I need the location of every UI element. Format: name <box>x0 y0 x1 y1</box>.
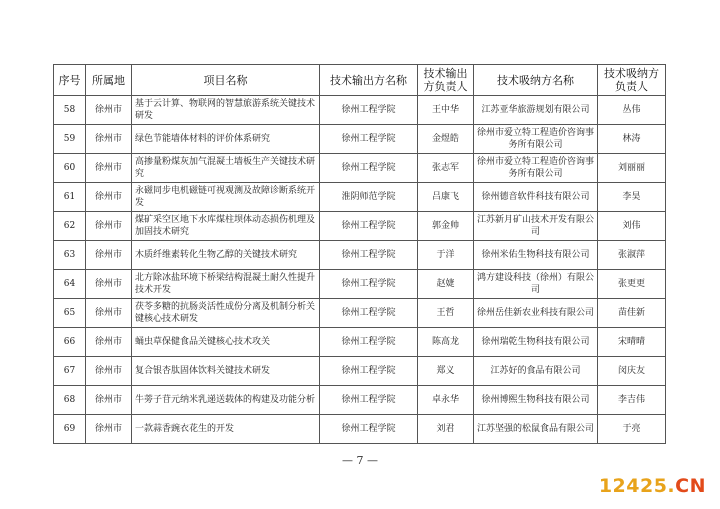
absorb-org-cell: 徐州米佑生物科技有限公司 <box>474 241 598 270</box>
project-name-cell: 一款蒜香豌衣花生的开发 <box>132 415 320 444</box>
table-row <box>54 125 666 154</box>
region-cell: 徐州市 <box>86 183 132 212</box>
region-cell: 徐州市 <box>86 212 132 241</box>
watermark-dot: . <box>667 475 676 497</box>
output-lead-cell: 卓永华 <box>418 386 474 415</box>
seq-cell: 61 <box>54 183 86 212</box>
project-name-cell: 牛蒡子苷元纳米乳递送载体的构建及功能分析 <box>132 386 320 415</box>
absorb-lead-cell: 李吉伟 <box>598 386 666 415</box>
output-org-cell: 徐州工程学院 <box>320 328 418 357</box>
region-cell: 徐州市 <box>86 241 132 270</box>
absorb-lead-cell: 李昊 <box>598 183 666 212</box>
output-lead-cell: 王中华 <box>418 96 474 125</box>
region-cell: 徐州市 <box>86 328 132 357</box>
absorb-lead-cell: 苗佳新 <box>598 299 666 328</box>
seq-cell: 69 <box>54 415 86 444</box>
table-row <box>54 154 666 183</box>
absorb-org-cell: 江苏亚华旅游规划有限公司 <box>474 96 598 125</box>
table-row <box>54 183 666 212</box>
output-lead-cell: 王哲 <box>418 299 474 328</box>
output-lead-cell: 刘君 <box>418 415 474 444</box>
page-number: — 7 — <box>342 454 378 467</box>
output-lead-cell: 吕康飞 <box>418 183 474 212</box>
table-row <box>54 328 666 357</box>
table-row <box>54 241 666 270</box>
table-row <box>54 299 666 328</box>
output-org-cell: 徐州工程学院 <box>320 415 418 444</box>
absorb-lead-cell: 于亮 <box>598 415 666 444</box>
project-name-cell: 茯苓多糖的抗肠炎活性成份分离及机制分析关键核心技术研发 <box>132 299 320 328</box>
output-lead-cell: 金煜皓 <box>418 125 474 154</box>
seq-cell: 60 <box>54 154 86 183</box>
absorb-lead-cell: 张更更 <box>598 270 666 299</box>
seq-cell: 64 <box>54 270 86 299</box>
output-org-cell: 徐州工程学院 <box>320 270 418 299</box>
absorb-org-cell: 徐州市爱立特工程造价咨询事务所有限公司 <box>474 125 598 154</box>
absorb-lead-cell: 丛伟 <box>598 96 666 125</box>
watermark-tld: CN <box>675 475 706 497</box>
output-org-cell: 徐州工程学院 <box>320 154 418 183</box>
absorb-org-cell: 江苏好的食品有限公司 <box>474 357 598 386</box>
region-cell: 徐州市 <box>86 154 132 183</box>
region-cell: 徐州市 <box>86 386 132 415</box>
output-org-cell: 徐州工程学院 <box>320 241 418 270</box>
region-cell: 徐州市 <box>86 270 132 299</box>
project-name-cell: 北方除冰盐环境下桥梁结构混凝土耐久性提升技术开发 <box>132 270 320 299</box>
project-name-cell: 高掺量粉煤灰加气混凝土墙板生产关键技术研究 <box>132 154 320 183</box>
seq-cell: 67 <box>54 357 86 386</box>
absorb-org-cell: 徐州德音软件科技有限公司 <box>474 183 598 212</box>
seq-cell: 65 <box>54 299 86 328</box>
region-cell: 徐州市 <box>86 357 132 386</box>
site-watermark <box>599 475 706 497</box>
output-lead-cell: 张志军 <box>418 154 474 183</box>
table-body <box>54 96 666 444</box>
absorb-lead-cell: 刘伟 <box>598 212 666 241</box>
col-header-absorb-lead: 技术吸纳方负责人 <box>598 65 666 96</box>
project-name-cell: 复合银杏肽固体饮料关键技术研发 <box>132 357 320 386</box>
seq-cell: 66 <box>54 328 86 357</box>
project-name-cell: 基于云计算、物联网的智慧旅游系统关键技术研发 <box>132 96 320 125</box>
col-header-project: 项目名称 <box>132 65 320 96</box>
project-name-cell: 绿色节能墙体材料的评价体系研究 <box>132 125 320 154</box>
output-lead-cell: 赵婕 <box>418 270 474 299</box>
absorb-org-cell: 徐州岳佳新农业科技有限公司 <box>474 299 598 328</box>
output-org-cell: 徐州工程学院 <box>320 125 418 154</box>
seq-cell: 62 <box>54 212 86 241</box>
col-header-output-org: 技术输出方名称 <box>320 65 418 96</box>
output-lead-cell: 郭金帅 <box>418 212 474 241</box>
absorb-org-cell: 江苏坚强的松鼠食品有限公司 <box>474 415 598 444</box>
absorb-org-cell: 徐州博熙生物科技有限公司 <box>474 386 598 415</box>
output-org-cell: 徐州工程学院 <box>320 212 418 241</box>
seq-cell: 58 <box>54 96 86 125</box>
table-row <box>54 212 666 241</box>
absorb-org-cell: 鸿方建设科技（徐州）有限公司 <box>474 270 598 299</box>
project-table-container <box>53 64 665 444</box>
output-lead-cell: 陈高龙 <box>418 328 474 357</box>
output-org-cell: 徐州工程学院 <box>320 386 418 415</box>
output-org-cell: 徐州工程学院 <box>320 96 418 125</box>
project-name-cell: 蛹虫草保健食品关键核心技术攻关 <box>132 328 320 357</box>
absorb-org-cell: 江苏新月矿山技术开发有限公司 <box>474 212 598 241</box>
project-name-cell: 木质纤维素转化生物乙醇的关键技术研究 <box>132 241 320 270</box>
region-cell: 徐州市 <box>86 415 132 444</box>
region-cell: 徐州市 <box>86 125 132 154</box>
table-row <box>54 96 666 125</box>
table-row <box>54 270 666 299</box>
project-name-cell: 永磁同步电机磁链可视观测及故障诊断系统开发 <box>132 183 320 212</box>
region-cell: 徐州市 <box>86 299 132 328</box>
absorb-org-cell: 徐州市爱立特工程造价咨询事务所有限公司 <box>474 154 598 183</box>
absorb-lead-cell: 张淑萍 <box>598 241 666 270</box>
table-row <box>54 415 666 444</box>
absorb-org-cell: 徐州瑞乾生物科技有限公司 <box>474 328 598 357</box>
output-org-cell: 徐州工程学院 <box>320 357 418 386</box>
output-org-cell: 淮阴师范学院 <box>320 183 418 212</box>
output-lead-cell: 郑义 <box>418 357 474 386</box>
col-header-output-lead: 技术输出方负责人 <box>418 65 474 96</box>
absorb-lead-cell: 闵庆友 <box>598 357 666 386</box>
seq-cell: 68 <box>54 386 86 415</box>
watermark-number: 12425 <box>598 475 668 497</box>
table-row <box>54 357 666 386</box>
col-header-seq: 序号 <box>54 65 86 96</box>
table-row <box>54 386 666 415</box>
project-table <box>53 64 666 444</box>
output-lead-cell: 于洋 <box>418 241 474 270</box>
table-header-row <box>54 65 666 96</box>
project-name-cell: 煤矿采空区地下水库煤柱坝体动态损伤机理及加固技术研究 <box>132 212 320 241</box>
absorb-lead-cell: 宋晴晴 <box>598 328 666 357</box>
absorb-lead-cell: 林涛 <box>598 125 666 154</box>
region-cell: 徐州市 <box>86 96 132 125</box>
col-header-absorb-org: 技术吸纳方名称 <box>474 65 598 96</box>
col-header-region: 所属地 <box>86 65 132 96</box>
output-org-cell: 徐州工程学院 <box>320 299 418 328</box>
seq-cell: 59 <box>54 125 86 154</box>
absorb-lead-cell: 刘丽丽 <box>598 154 666 183</box>
seq-cell: 63 <box>54 241 86 270</box>
